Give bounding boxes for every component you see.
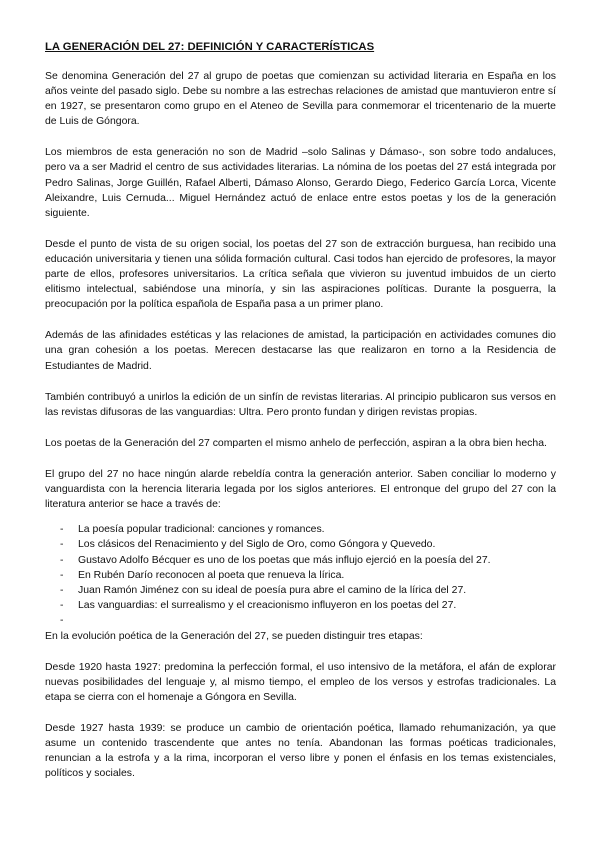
list-bullet: - xyxy=(60,569,64,581)
paragraph-stages-intro: En la evolución poética de la Generación del 27, se pueden distinguir tres etapas: xyxy=(45,630,423,642)
list-item-text: Las vanguardias: el surrealismo y el creacionismo influyeron en los poetas del 27. xyxy=(78,600,457,612)
list-item xyxy=(45,583,556,598)
list-item xyxy=(45,553,556,568)
paragraph-tradition: El grupo del 27 no hace ningún alarde rebeldía contra la generación anterior. Saben conciliar lo moderno y vanguardista con la herencia literaria legada por los siglos anteriores. El entronque del grupo del 27 con la literatura anterior se hace a través de: xyxy=(45,468,556,511)
list-item-empty xyxy=(45,613,556,628)
paragraph-definition: Se denomina Generación del 27 al grupo de poetas que comienzan su actividad literaria en España en los años veinte del pasado siglo. Debe su nombre a las estrechas relaciones de amistad que mantuvieron entre sí en 1927, se presentaron como grupo en el Ateneo de Sevilla para conmemorar el tricentenario de la muerte de Luis de Góngora. xyxy=(45,71,556,128)
paragraph-stage-1927-1939: Desde 1927 hasta 1939: se produce un cambio de orientación poética, llamado rehumanización, ya que asume un contenido trascendente que antes no tenía. Abandonan las formas poéticas tradicionales, renuncian a la estrofa y a la rima, incorporan el verso libre y ponen el énfasis en los temas existenciales, políticos y sociales. xyxy=(45,722,556,780)
paragraph-affinities: Además de las afinidades estéticas y las relaciones de amistad, la participación en actividades comunes dio una gran cohesión a los poetas. Merecen destacarse las que realizaron en torno a la Residencia de Estudiantes de Madrid. xyxy=(45,330,556,372)
list-bullet: - xyxy=(60,584,64,596)
list-item xyxy=(45,537,556,552)
list-bullet: - xyxy=(60,615,64,627)
list-bullet: - xyxy=(60,539,64,551)
list-item-text: En Rubén Darío reconocen al poeta que renueva la lírica. xyxy=(78,569,345,581)
paragraph-magazines: También contribuyó a unirlos la edición de un sinfín de revistas literarias. Al principio publicaron sus versos en las revistas difusoras de las vanguardias: Ultra. Pero pronto fundan y dirigen revistas propias. xyxy=(45,391,556,418)
paragraph-members: Los miembros de esta generación no son de Madrid –solo Salinas y Dámaso-, son sobre todo andaluces, pero va a ser Madrid el centro de sus actividades literarias. La nómina de los poetas del 27 está integrada por Pedro Salinas, Jorge Guillén, Rafael Alberti, Dámaso Alonso, Gerardo Diego, Federico García Lorca, Vicente Aleixandre, Luis Cernuda... Miguel Hernández actuó de enlace entre estos poetas y los de la generación siguiente. xyxy=(45,147,556,219)
document-title: LA GENERACIÓN DEL 27: DEFINICIÓN Y CARACTERÍSTICAS xyxy=(45,41,375,53)
list-item-text: Juan Ramón Jiménez con su ideal de poesía pura abre el camino de la lírica del 27. xyxy=(78,584,467,596)
list-bullet: - xyxy=(60,524,64,536)
document-page xyxy=(45,40,556,797)
paragraph-stage-1920-1927: Desde 1920 hasta 1927: predomina la perfección formal, el uso intensivo de la metáfora, el afán de explorar nuevas posibilidades del lenguaje y, al mismo tiempo, el empleo de los versos y estrofas tradicionales. La etapa se cierra con el homenaje a Góngora en Sevilla. xyxy=(45,661,556,703)
list-item-text: Los clásicos del Renacimiento y del Siglo de Oro, como Góngora y Quevedo. xyxy=(78,539,436,551)
influences-list xyxy=(45,522,556,628)
list-bullet: - xyxy=(60,554,64,566)
list-item xyxy=(45,598,556,613)
paragraph-social-origin: Desde el punto de vista de su origen social, los poetas del 27 son de extracción burguesa, han recibido una educación universitaria y tienen una sólida formación cultural. Casi todos han ejercido de profesores, la mayor parte de ellos, profesores universitarios. La crítica señala que vivieron su juventud imbuidos de un cierto elitismo intelectual, sabiéndose una minoría, y sin las aspiraciones políticas. Durante la posguerra, la preocupación por la política española de España pasa a un primer plano. xyxy=(45,238,556,311)
paragraph-perfection: Los poetas de la Generación del 27 comparten el mismo anhelo de perfección, aspiran a la obra bien hecha. xyxy=(45,437,547,449)
list-item-text: La poesía popular tradicional: canciones y romances. xyxy=(78,524,325,536)
list-item-text: Gustavo Adolfo Bécquer es uno de los poetas que más influjo ejerció en la poesía del 27. xyxy=(78,554,491,566)
list-item xyxy=(45,568,556,583)
list-item xyxy=(45,522,556,537)
list-bullet: - xyxy=(60,600,64,612)
